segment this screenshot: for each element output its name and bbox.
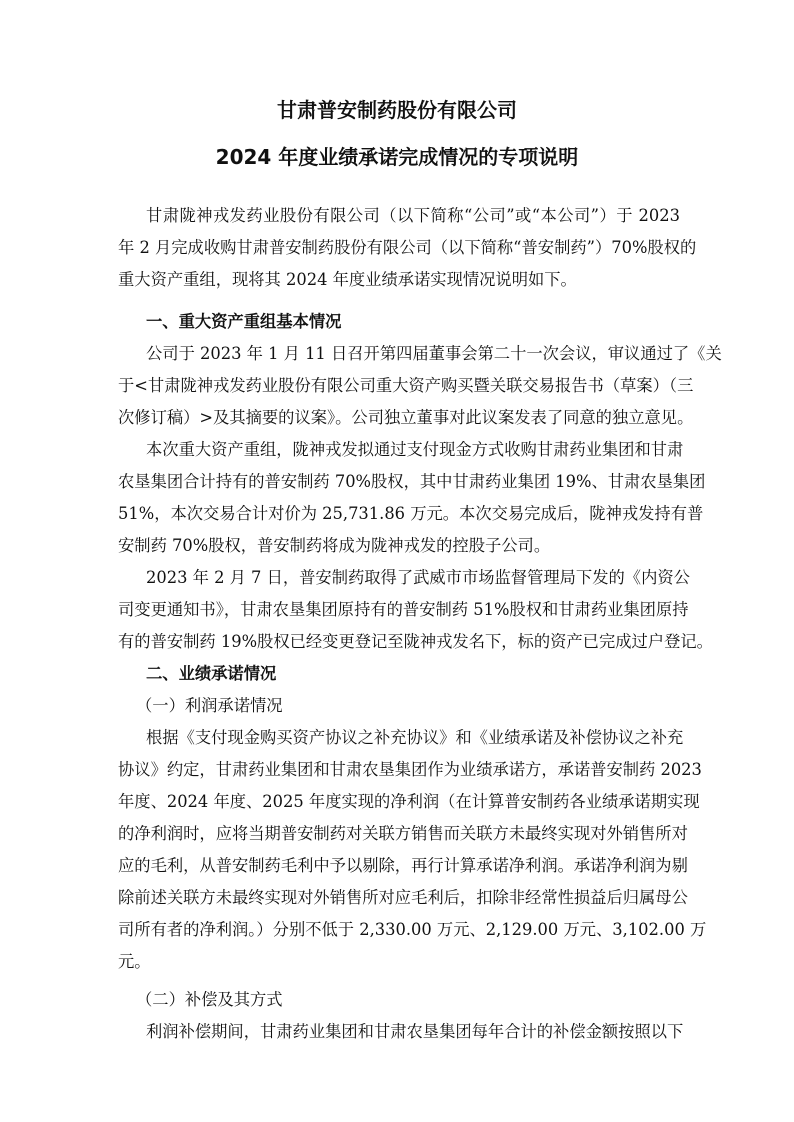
text-line: 重大资产重组，现将其 2024 年度业绩承诺实现情况说明如下。	[118, 270, 577, 289]
paragraph	[118, 338, 722, 434]
subsection-heading: （一）利润承诺情况	[136, 696, 283, 715]
text-line: 安制药 70%股权，普安制药将成为陇神戎发的控股子公司。	[118, 536, 551, 555]
text-line: 甘肃陇神戎发药业股份有限公司（以下简称“公司”或“本公司”）于 2023	[146, 206, 680, 225]
paragraph	[118, 562, 713, 658]
document-subtitle: 2024 年度业绩承诺完成情况的专项说明	[215, 145, 579, 169]
document-title: 甘肃普安制药股份有限公司	[277, 98, 517, 122]
text-line: 除前述关联方未最终实现对外销售所对应毛利后，扣除非经常性损益后归属母公	[118, 888, 688, 907]
document-body	[118, 200, 722, 1048]
text-line: 农垦集团合计持有的普安制药 70%股权，其中甘肃药业集团 19%、甘肃农垦集团	[118, 472, 706, 491]
text-line: 于<甘肃陇神戎发药业股份有限公司重大资产购买暨关联交易报告书（草案）（三	[118, 376, 694, 395]
text-line: 元。	[118, 952, 151, 971]
text-line: 次修订稿）>及其摘要的议案》。公司独立董事对此议案发表了同意的独立意见。	[118, 408, 694, 427]
intro-paragraph	[118, 200, 697, 296]
text-line: 司变更通知书》，甘肃农垦集团原持有的普安制药 51%股权和甘肃药业集团原持	[118, 600, 689, 619]
section-heading-1: 一、重大资产重组基本情况	[146, 312, 342, 331]
text-line: 应的毛利，从普安制药毛利中予以剔除，再行计算承诺净利润。承诺净利润为剔	[118, 856, 688, 875]
text-line: 2023 年 2 月 7 日，普安制药取得了武威市市场监督管理局下发的《内资公	[146, 568, 690, 587]
text-line: 的净利润时，应将当期普安制药对关联方销售而关联方未最终实现对外销售所对	[118, 824, 688, 843]
text-line: 根据《支付现金购买资产协议之补充协议》和《业绩承诺及补偿协议之补充	[146, 728, 684, 747]
text-line: 公司于 2023 年 1 月 11 日召开第四届董事会第二十一次会议，审议通过了《关	[146, 344, 722, 363]
text-line: 51%，本次交易合计对价为 25,731.86 万元。本次交易完成后，陇神戎发持有普	[118, 504, 704, 523]
section-heading-2: 二、业绩承诺情况	[146, 664, 277, 683]
text-line: 有的普安制药 19%股权已经变更登记至陇神戎发名下，标的资产已完成过户登记。	[118, 632, 713, 651]
text-line: 年 2 月完成收购甘肃普安制药股份有限公司（以下简称“普安制药”）70%股权的	[118, 238, 697, 257]
text-line: 司所有者的净利润。）分别不低于 2,330.00 万元、2,129.00 万元、3,102.00 万	[118, 920, 707, 939]
text-line: 本次重大资产重组，陇神戎发拟通过支付现金方式收购甘肃药业集团和甘肃	[146, 440, 684, 459]
paragraph	[118, 1016, 684, 1048]
text-line: 年度、2024 年度、2025 年度实现的净利润（在计算普安制药各业绩承诺期实现	[118, 792, 700, 811]
paragraph	[118, 434, 706, 562]
subsection-heading: （二）补偿及其方式	[136, 990, 283, 1009]
text-line: 利润补偿期间，甘肃药业集团和甘肃农垦集团每年合计的补偿金额按照以下	[146, 1022, 684, 1041]
paragraph	[118, 722, 707, 978]
text-line: 协议》约定，甘肃药业集团和甘肃农垦集团作为业绩承诺方，承诺普安制药 2023	[118, 760, 702, 779]
